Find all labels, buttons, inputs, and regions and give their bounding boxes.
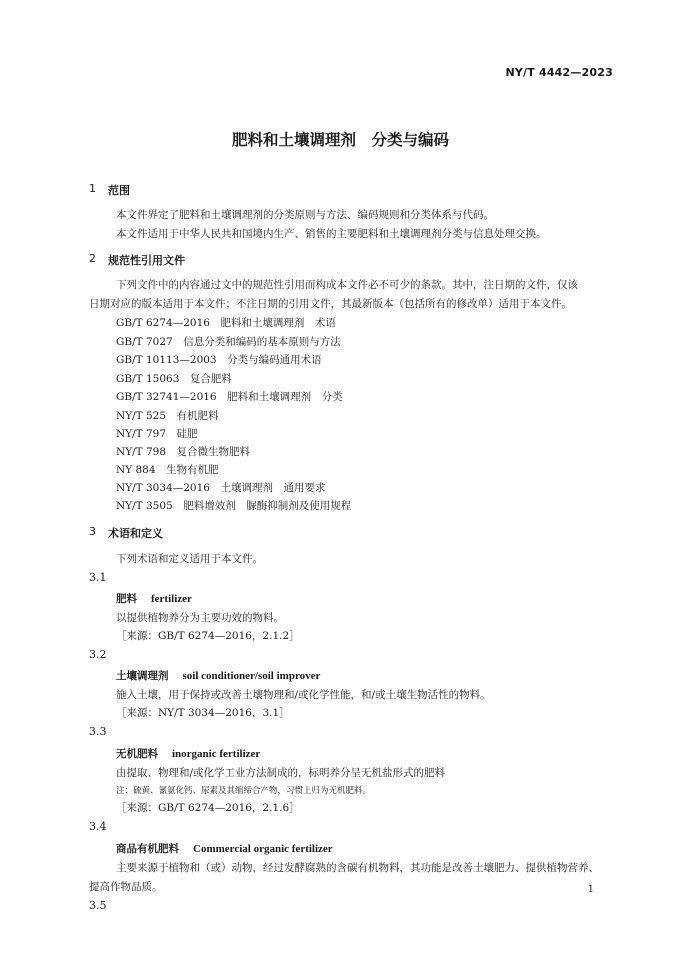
reference-item: NY/T 797 硅肥 [116, 428, 198, 440]
term-chinese: 商品有机肥料 [116, 843, 179, 855]
reference-item: GB/T 7027 信息分类和编码的基本原则与方法 [116, 336, 341, 348]
term-english: Commercial organic fertilizer [193, 843, 333, 855]
term-number: 3.1 [89, 571, 107, 584]
term-chinese: 无机肥料 [116, 748, 158, 760]
term-heading [116, 668, 320, 683]
term-heading [116, 591, 192, 606]
reference-item: NY/T 3505 肥料增效剂 脲酶抑制剂及使用规程 [116, 500, 352, 512]
section-3-title: 术语和定义 [108, 527, 163, 540]
term-chinese: 肥料 [116, 593, 137, 605]
section-3-number: 3 [89, 525, 96, 538]
section-1-title: 范围 [108, 184, 130, 197]
scope-paragraph-1: 本文件界定了肥料和土壤调理剂的分类原则与方法、编码规则和分类体系与代码。 [116, 209, 494, 221]
standard-code: NY/T 4442—2023 [505, 66, 613, 79]
references-intro-line-2: 日期对应的版本适用于本文件；不注日期的引用文件，其最新版本（包括所有的修改单）适用于本文件。 [89, 298, 572, 310]
term-definition: 施入土壤，用于保持或改善土壤物理和/或化学性能，和/或土壤生物活性的物料。 [116, 689, 491, 701]
term-number: 3.3 [89, 725, 107, 738]
term-english: inorganic fertilizer [172, 748, 261, 760]
term-heading [116, 841, 333, 856]
terms-intro: 下列术语和定义适用于本文件。 [116, 553, 263, 565]
reference-item: GB/T 15063 复合肥料 [116, 373, 232, 385]
term-chinese: 土壤调理剂 [116, 670, 169, 682]
term-number: 3.2 [89, 648, 107, 661]
reference-item: GB/T 32741—2016 肥料和土壤调理剂 分类 [116, 391, 343, 403]
scope-paragraph-2: 本文件适用于中华人民共和国境内生产、销售的主要肥料和土壤调理剂分类与信息处理交换。 [116, 228, 547, 240]
term-source: ［来源：NY/T 3034—2016，3.1］ [116, 707, 290, 719]
page-number: 1 [587, 884, 594, 895]
section-2-number: 2 [89, 252, 96, 265]
reference-item: GB/T 6274—2016 肥料和土壤调理剂 术语 [116, 317, 336, 329]
reference-item: NY/T 525 有机肥料 [116, 410, 219, 422]
reference-item: NY/T 798 复合微生物肥料 [116, 446, 251, 458]
reference-item: GB/T 10113—2003 分类与编码通用术语 [116, 354, 322, 366]
section-1-number: 1 [89, 182, 96, 195]
term-definition-line-1: 主要来源于植物和（或）动物，经过发酵腐熟的含碳有机物料，其功能是改善土壤肥力、提供植物营养、 [116, 862, 599, 874]
term-number: 3.5 [89, 899, 107, 912]
term-source: ［来源：GB/T 6274—2016，2.1.2］ [116, 630, 300, 642]
reference-item: NY 884 生物有机肥 [116, 464, 219, 476]
term-english: fertilizer [151, 593, 192, 605]
term-english: soil conditioner/soil improver [182, 670, 321, 682]
term-definition-line-2: 提高作物品质。 [89, 881, 163, 893]
term-note: 注：硫黄、氰氨化钙、尿素及其缩缔合产物，习惯上归为无机肥料。 [116, 786, 372, 796]
reference-item: NY/T 3034—2016 土壤调理剂 通用要求 [116, 482, 326, 494]
references-intro-line-1: 下列文件中的内容通过文中的规范性引用而构成本文件必不可少的条款。其中，注日期的文件，仅该 [116, 279, 578, 291]
section-2-title: 规范性引用文件 [108, 254, 185, 267]
term-definition: 由提取、物理和/或化学工业方法制成的，标明养分呈无机盐形式的肥料 [116, 767, 446, 779]
term-source: ［来源：GB/T 6274—2016，2.1.6］ [116, 802, 300, 814]
term-number: 3.4 [89, 820, 107, 833]
term-heading [116, 746, 260, 761]
term-definition: 以提供植物养分为主要功效的物料。 [116, 612, 284, 624]
document-title: 肥料和土壤调理剂 分类与编码 [231, 131, 449, 149]
